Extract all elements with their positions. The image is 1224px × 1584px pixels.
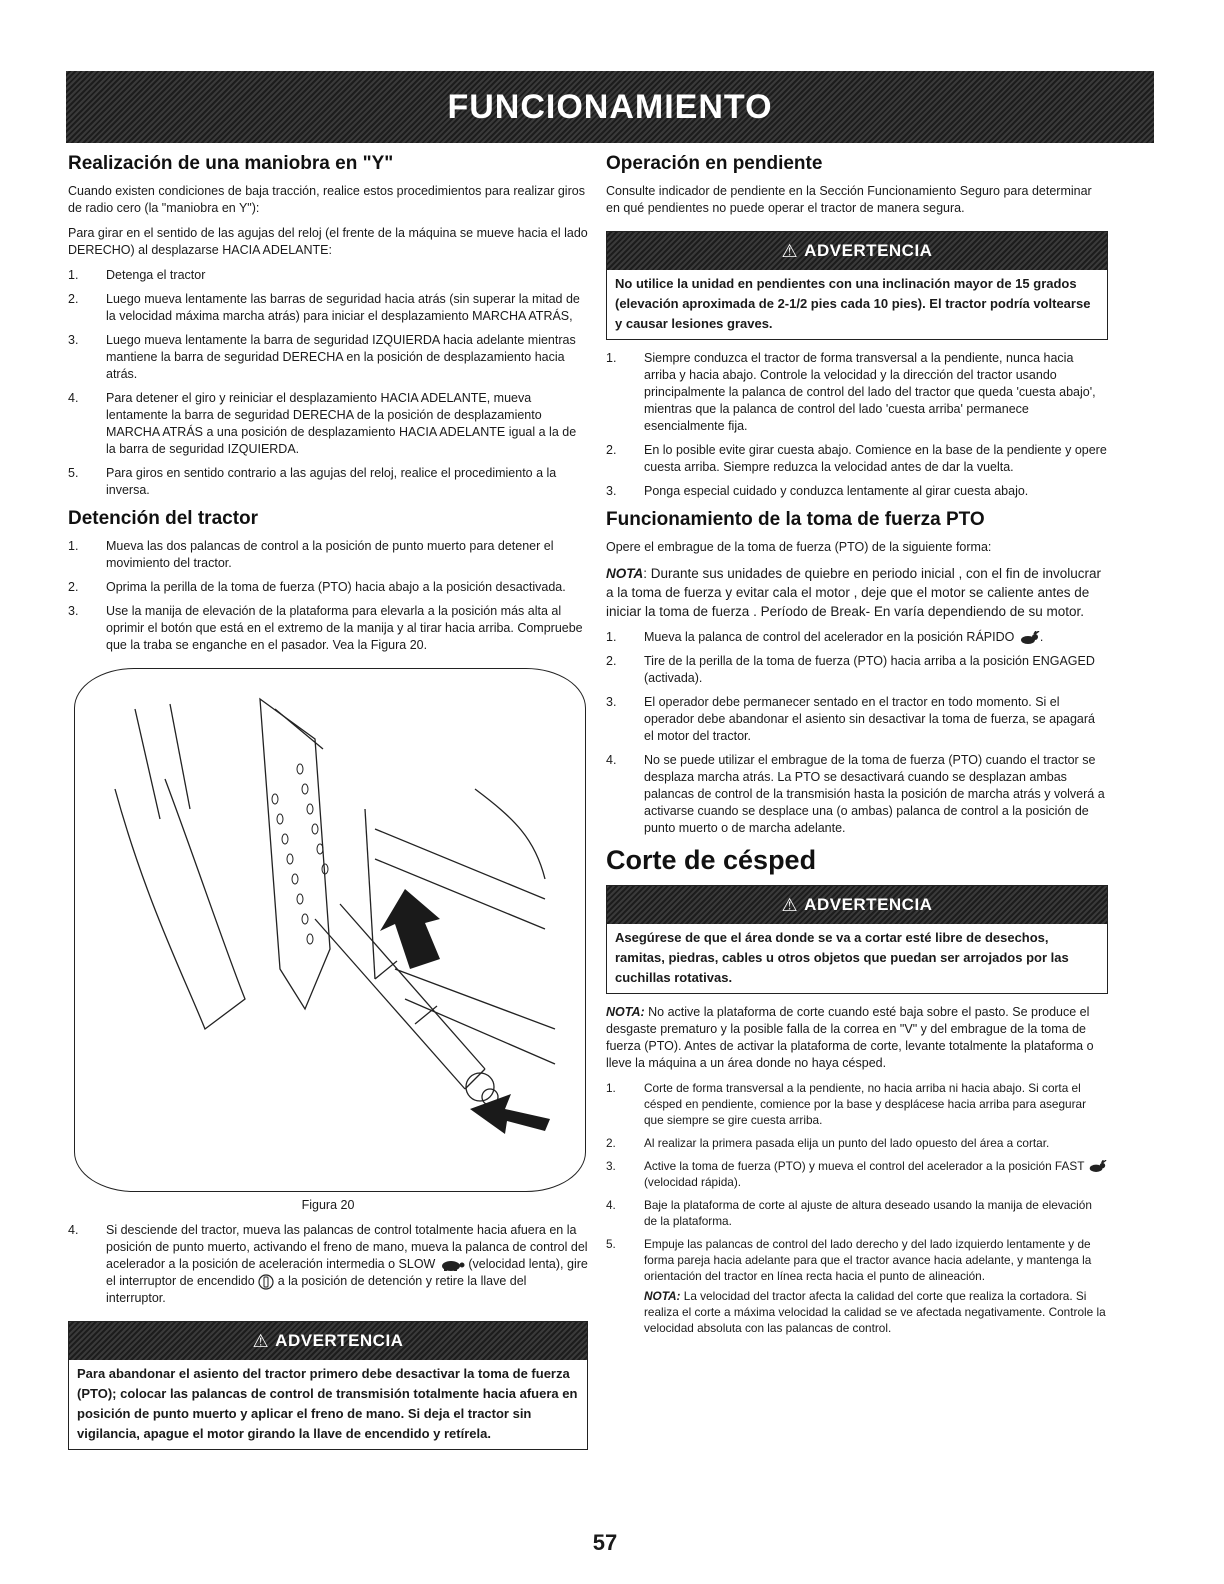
right-column [606, 152, 1108, 1344]
steps-list-stopping-continued [68, 1222, 588, 1307]
rabbit-icon [1087, 1160, 1107, 1173]
warning-triangle-icon: ⚠ [781, 894, 799, 915]
list-item: 5. Para giros en sentido contrario a las agujas del reloj, realice el procedimiento a la inversa. [68, 466, 557, 497]
list-item: 4. Para detener el giro y reiniciar el desplazamiento HACIA ADELANTE, mueva lentamente la barra de seguridad DERECHA de la posición de desplazamiento MARCHA ATRÁS a una posición de desplazamiento HACIA ADELANTE igual a la de la barra de seguridad IZQUIERDA. [68, 391, 577, 456]
section-title-slope-operation: Operación en pendiente [606, 153, 823, 174]
warning-box-slope [606, 231, 1108, 340]
note-paragraph: NOTA: Durante sus unidades de quiebre en periodo inicial , con el fin de involucrar a la toma de fuerza y evitar cala el motor , deje que el motor se caliente antes de iniciar la toma de fuerza . Período de Break- En varía dependiendo de su motor. [606, 566, 1102, 619]
list-item: 4. No se puede utilizar el embrague de la toma de fuerza (PTO) cuando el tractor se desplaza marcha atrás. La PTO se desactivará cuando se desplazan ambas palancas de control de la transmisión hasta la posición de marcha atrás y volverá a activarse cuando se desplace una (o ambas) palanca de control a la posición de punto muerto o de marcha adelante. [606, 753, 1105, 835]
list-item: 1. Corte de forma transversal a la pendiente, no hacia arriba ni hacia abajo. Si corta el césped en pendiente, comience por la base y desplácese hacia arriba para asegurar que siempre se gire cuesta arriba. [606, 1081, 1087, 1127]
warning-triangle-icon: ⚠ [252, 1330, 270, 1351]
list-item: 2. Luego mueva lentamente las barras de seguridad hacia atrás (sin superar la mitad de la velocidad máxima marcha atrás) para iniciar el desplazamiento MARCHA ATRÁS, [68, 292, 580, 323]
list-item: 3. El operador debe permanecer sentado en el tractor en todo momento. Si el operador debe abandonar el asiento sin desactivar la toma de fuerza, se apagará el motor del tractor. [606, 695, 1095, 743]
ignition-switch-icon [258, 1274, 274, 1290]
turtle-icon [439, 1258, 465, 1271]
warning-header: ⚠ ADVERTENCIA [607, 232, 1107, 270]
paragraph: Opere el embrague de la toma de fuerza (PTO) de la siguiente forma: [606, 540, 992, 554]
up-arrow-icon [380, 889, 440, 969]
list-item: 4. Si desciende del tractor, mueva las palancas de control totalmente hacia afuera en la posición de punto muerto, activando el freno de mano, mueva la palanca de control del acelerador a la posición de aceleración intermedia o SLOW (velocidad lenta), gire el interruptor de encendido a la posición de detención y retire la llave del interruptor. [68, 1223, 588, 1305]
warning-box-leaving-seat [68, 1321, 588, 1450]
warning-text: Para abandonar el asiento del tractor primero debe desactivar la toma de fuerza (PTO); colocar las palancas de control de transmisión totalmente hacia afuera en posición de punto muerto y aplicar el freno de mano. Si deja el tractor sin vigilancia, apague el motor girando la llave de encendido y retírela. [77, 1366, 578, 1441]
list-item: 3. Ponga especial cuidado y conduzca lentamente al girar cuesta abajo. [606, 484, 1029, 498]
list-item: 1. Detenga el tractor [68, 268, 206, 282]
figure-caption: Figura 20 [301, 1198, 355, 1212]
paragraph: Consulte indicador de pendiente en la Sección Funcionamiento Seguro para determinar en qué pendientes no puede operar el tractor de manera segura. [606, 184, 1092, 215]
section-title-y-maneuver: Realización de una maniobra en "Y" [68, 153, 394, 174]
list-item: 3. Active la toma de fuerza (PTO) y mueva el control del acelerador a la posición FAST (velocidad rápida). [606, 1158, 1108, 1190]
page-number: 57 [592, 1530, 618, 1555]
list-item: 3. Use la manija de elevación de la plataforma para elevarla a la posición más alta al oprimir el botón que está en el extremo de la manija y al tirar hacia arriba. Compruebe que la traba se enganche en el pasador. Vea la Figura 20. [68, 604, 583, 652]
list-item: 4. Baje la plataforma de corte al ajuste de altura deseado usando la manija de elevación de la plataforma. [606, 1198, 1092, 1228]
list-item: 2. En lo posible evite girar cuesta abajo. Comience en la base de la pendiente y opere cuesta arriba. Siempre reduzca la velocidad antes de dar la vuelta. [606, 443, 1107, 474]
list-item: 3. Luego mueva lentamente la barra de seguridad IZQUIERDA hacia adelante mientras mantiene la barra de seguridad DERECHA en la posición de desplazamiento hacia atrás. [68, 333, 576, 381]
list-item: 2. Oprima la perilla de la toma de fuerza (PTO) hacia abajo a la posición desactivada. [68, 580, 566, 594]
figure-20-illustration [74, 668, 586, 1192]
rabbit-icon [1018, 631, 1040, 645]
warning-header: ⚠ ADVERTENCIA [607, 886, 1107, 924]
warning-box-mowing [606, 885, 1108, 994]
paragraph: Para girar en el sentido de las agujas del reloj (el frente de la máquina se mueve hacia el lado DERECHO) al desplazarse HACIA ADELANTE: [68, 226, 588, 257]
paragraph: Cuando existen condiciones de baja tracción, realice estos procedimientos para realizar giros de radio cero (la "maniobra en Y"): [68, 184, 585, 215]
list-item: 5. Empuje las palancas de control del lado derecho y del lado izquierdo lentamente y de forma pareja hacia adelante para que el tractor avance hacia adelante, y mantenga la orientación del tractor en línea recta hacia el punto de alineación. NOTA: La velocidad del tractor afecta la calidad del corte que realiza la cortadora. Si realiza el corte a máxima velocidad la calidad se ve afectada negativamente. Controle la velocidad absoluta con las palancas de control. [606, 1236, 1108, 1336]
steps-list-slope [606, 350, 1108, 500]
steps-list-y-maneuver [68, 267, 588, 499]
list-item: 1. Mueva las dos palancas de control a la posición de punto muerto para detener el movimiento del tractor. [68, 539, 554, 570]
warning-text: No utilice la unidad en pendientes con una inclinación mayor de 15 grados (elevación aproximada de 2-1/2 pies cada 10 pies). El tractor podría voltearse y causar lesiones graves. [615, 276, 1091, 331]
steps-list-stopping [68, 538, 588, 654]
list-item: 1. Siempre conduzca el tractor de forma transversal a la pendiente, nunca hacia arriba y hacia abajo. Controle la velocidad y la dirección del tractor usando principalmente la palanca de control del lado del tractor que queda 'cuesta abajo', mientras que la palanca de control del lado 'cuesta arriba' permanece esencialmente fija. [606, 351, 1096, 433]
warning-text: Asegúrese de que el área donde se va a cortar esté libre de desechos, ramitas, piedras, cables u otros objetos que puedan ser arrojados por las cuchillas rotativas. [615, 930, 1069, 985]
list-item: 2. Tire de la perilla de la toma de fuerza (PTO) hacia arriba a la posición ENGAGED (activada). [606, 654, 1095, 685]
list-item: 1. Mueva la palanca de control del acelerador en la posición RÁPIDO . [606, 630, 1044, 644]
warning-triangle-icon: ⚠ [781, 240, 799, 261]
steps-list-mowing [606, 1080, 1108, 1336]
steps-list-pto [606, 629, 1108, 837]
note-paragraph: NOTA: No active la plataforma de corte cuando esté baja sobre el pasto. Se produce el desgaste prematuro y la posible falla de la correa en "V" y del embrague de la toma de fuerza (PTO). Antes de activar la plataforma de corte, levante totalmente la plataforma o lleve la máquina a un área donde no haya césped. [606, 1005, 1094, 1070]
note-paragraph: NOTA: La velocidad del tractor afecta la calidad del corte que realiza la cortadora. Si realiza el corte a máxima velocidad la calidad se ve afectada negativamente. Controle la velocidad absoluta con las palancas de control. [644, 1289, 1106, 1335]
section-title-stopping: Detención del tractor [68, 508, 259, 529]
banner-title: FUNCIONAMIENTO [447, 87, 773, 126]
left-column [68, 152, 588, 1460]
warning-header: ⚠ ADVERTENCIA [69, 1322, 587, 1360]
section-banner [66, 71, 1154, 143]
list-item: 2. Al realizar la primera pasada elija un punto del lado opuesto del área a cortar. [606, 1136, 1050, 1150]
section-title-pto: Funcionamiento de la toma de fuerza PTO [606, 509, 985, 530]
deck-lift-handle-drawing [75, 669, 585, 1191]
section-title-mowing: Corte de césped [606, 845, 817, 875]
